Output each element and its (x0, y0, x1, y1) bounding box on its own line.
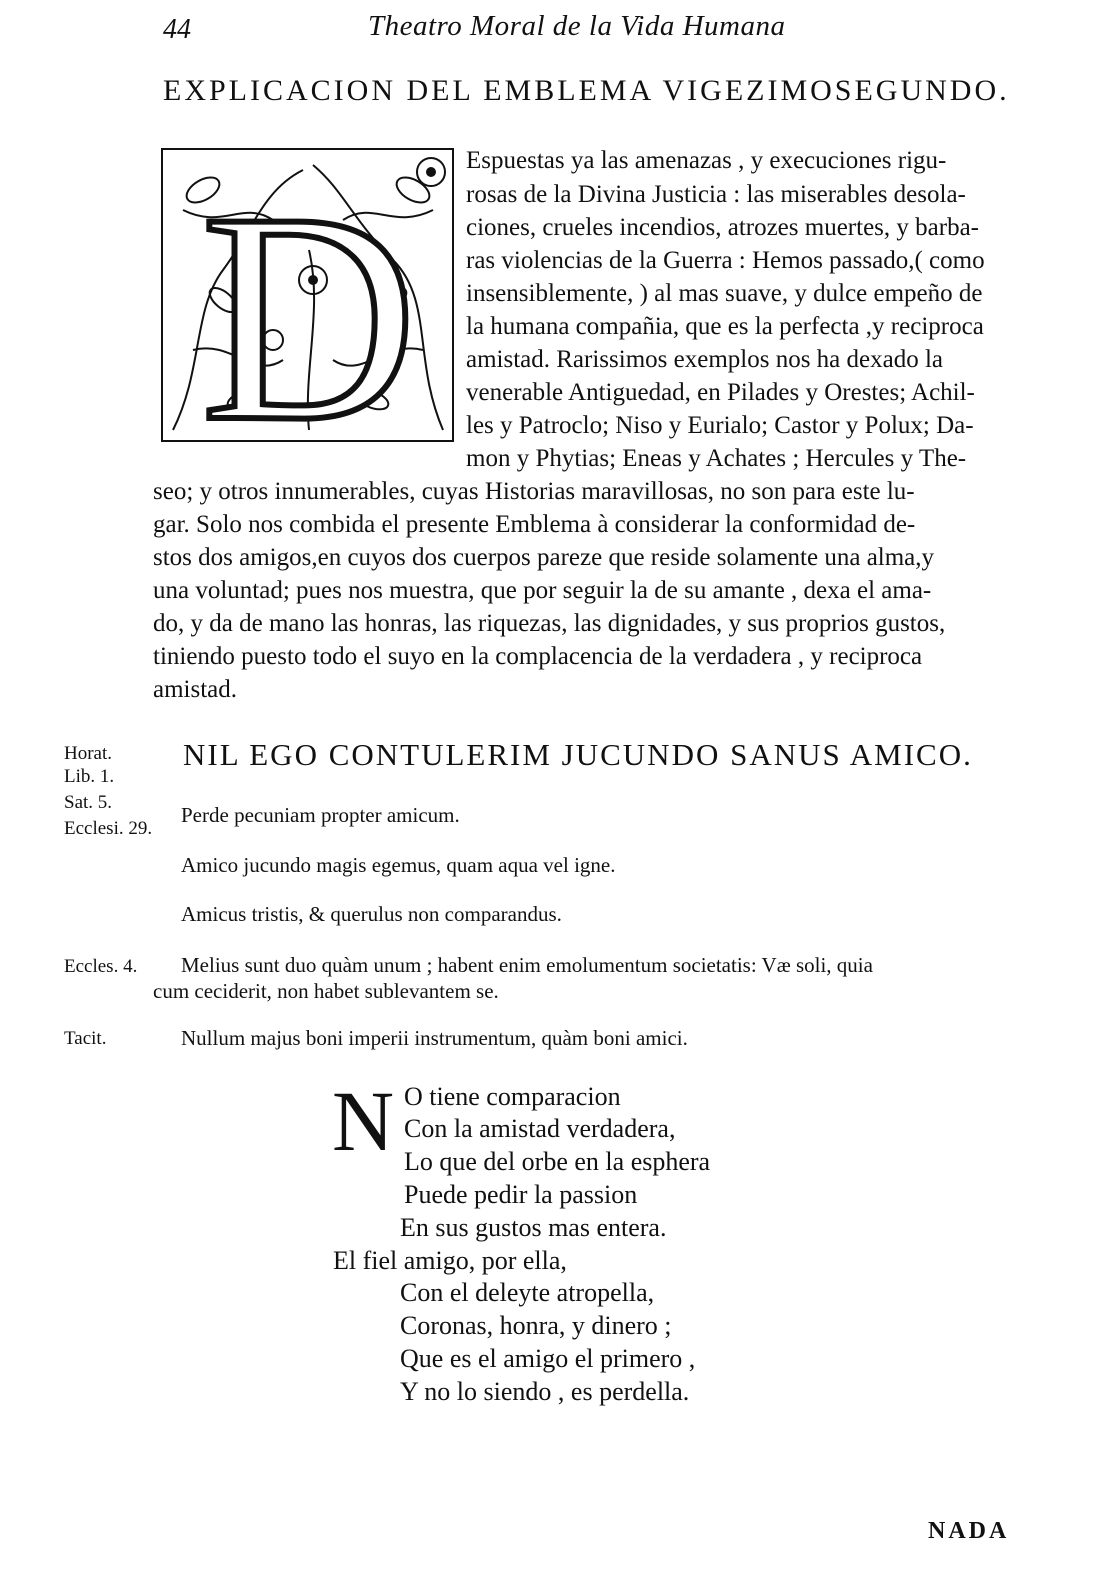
quote: Melius sunt duo quàm unum ; habent enim emolumentum societatis: Væ soli, quia (181, 953, 873, 977)
verse-line: Que es el amigo el primero , (400, 1344, 696, 1373)
verse-drop-letter: N (332, 1073, 395, 1169)
quote: Nullum majus boni imperii instrumentum, quàm boni amici. (181, 1026, 688, 1050)
body-line: gar. Solo nos combida el presente Emblema à considerar la conformidad de- (153, 511, 916, 538)
body-line: amistad. Rarissimos exemplos nos ha dexado la (466, 346, 944, 373)
running-title: Theatro Moral de la Vida Humana (368, 10, 786, 42)
body-line: la humana compañia, que es la perfecta ,y reciproca (466, 313, 984, 340)
quote: Amico jucundo magis egemus, quam aqua vel igne. (181, 853, 616, 877)
verse-line: Coronas, honra, y dinero ; (400, 1311, 672, 1340)
body-line: rosas de la Divina Justicia : las miserables desola- (466, 181, 966, 208)
body-line: mon y Phytias; Eneas y Achates ; Hercules y The- (466, 445, 967, 472)
initial-letter: D (200, 151, 418, 442)
verse-line: Puede pedir la passion (404, 1180, 638, 1209)
body-line: amistad. (153, 676, 238, 703)
body-line: Espuestas ya las amenazas , y execuciones rigu- (466, 147, 947, 174)
verse-line: El fiel amigo, por ella, (333, 1246, 567, 1275)
body-line: insensiblemente, ) al mas suave, y dulce empeño de (466, 280, 983, 307)
margin-note: Lib. 1. (64, 766, 115, 787)
quote: Perde pecuniam propter amicum. (181, 803, 460, 827)
margin-note: Eccles. 4. (64, 956, 138, 977)
verse-line: Y no lo siendo , es perdella. (400, 1377, 690, 1406)
body-line: venerable Antiguedad, en Pilades y Orestes; Achil- (466, 379, 975, 406)
section-title: EXPLICACION DEL EMBLEMA VIGEZIMOSEGUNDO. (163, 74, 1010, 107)
verse-line: Con el deleyte atropella, (400, 1278, 655, 1307)
verse-line: O tiene comparacion (404, 1082, 621, 1111)
verse-line: En sus gustos mas entera. (400, 1213, 667, 1242)
body-line: una voluntad; pues nos muestra, que por seguir la de su amante , dexa el ama- (153, 577, 932, 604)
verse-line: Con la amistad verdadera, (404, 1114, 676, 1143)
body-line: les y Patroclo; Niso y Eurialo; Castor y Polux; Da- (466, 412, 974, 439)
quote: Amicus tristis, & querulus non comparandus. (181, 902, 562, 926)
body-line: stos dos amigos,en cuyos dos cuerpos pareze que reside solamente una alma,y (153, 544, 935, 571)
floral-ornament-icon (163, 150, 454, 442)
body-line: ras violencias de la Guerra : Hemos passado,( como (466, 247, 985, 274)
page-number: 44 (163, 14, 191, 45)
margin-note: Horat. (64, 743, 113, 764)
catchword: NADA (928, 1518, 1010, 1544)
motto: NIL EGO CONTULERIM JUCUNDO SANUS AMICO. (183, 737, 973, 772)
body-line: seo; y otros innumerables, cuyas Historias maravillosas, no son para este lu- (153, 478, 915, 505)
body-line: do, y da de mano las honras, las riquezas, las dignidades, y sus proprios gustos, (153, 610, 946, 637)
ornamental-initial (161, 148, 454, 442)
margin-note: Sat. 5. (64, 792, 113, 813)
body-line: ciones, crueles incendios, atrozes muertes, y barba- (466, 214, 979, 241)
margin-note: Tacit. (64, 1028, 107, 1049)
body-line: tiniendo puesto todo el suyo en la complacencia de la verdadera , y reciproca (153, 643, 923, 670)
quote-continuation: cum ceciderit, non habet sublevantem se. (153, 979, 499, 1003)
verse-line: Lo que del orbe en la esphera (404, 1147, 711, 1176)
margin-note: Ecclesi. 29. (64, 818, 153, 839)
